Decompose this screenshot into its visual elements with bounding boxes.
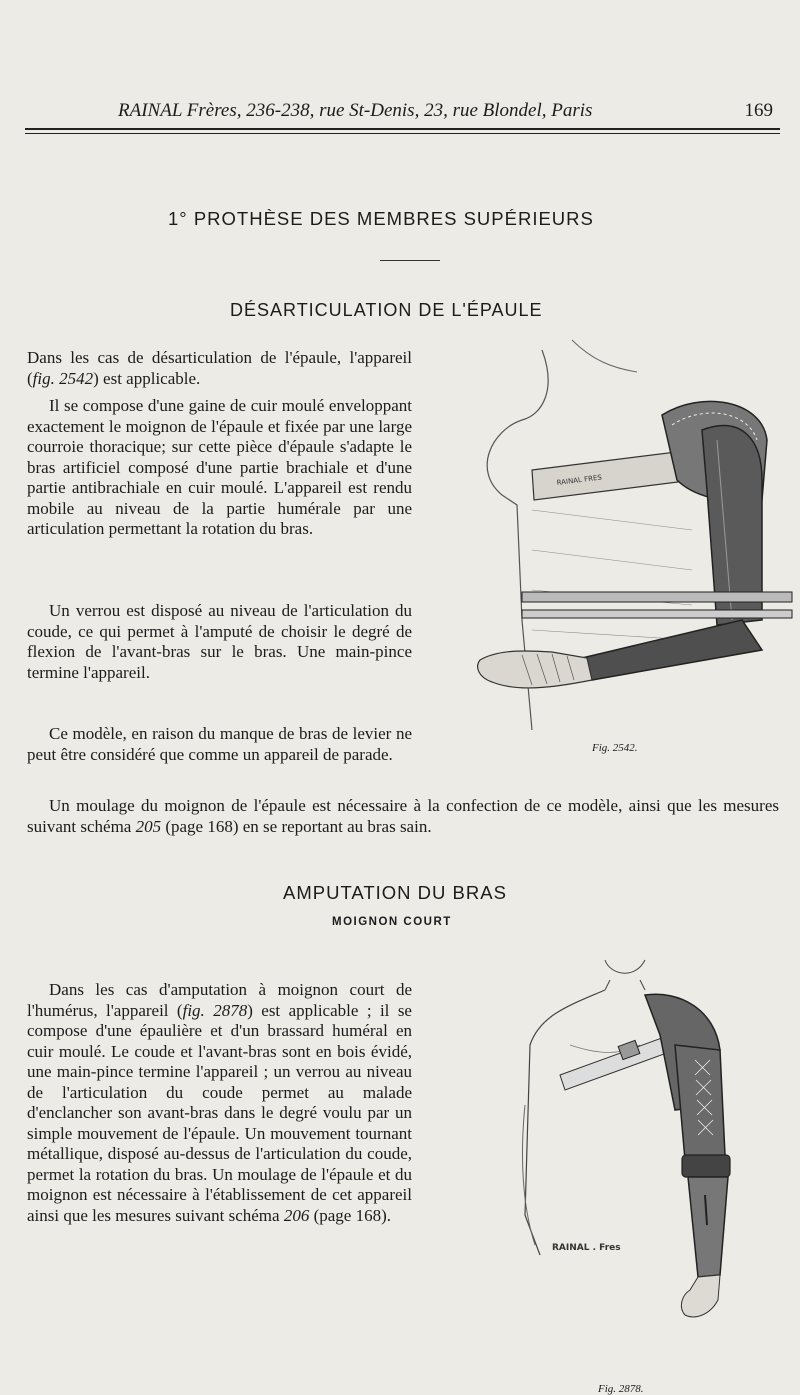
sec1-paragraph-5: [27, 796, 779, 837]
sec1-p1-post: ) est applicable.: [93, 368, 201, 388]
strap-label: RAINAL FRES: [556, 473, 603, 487]
fig-2878-label: RAINAL . Fres: [552, 1243, 621, 1253]
sec1-paragraph-2: [27, 396, 412, 540]
sec2-subtitle: MOIGNON COURT: [332, 916, 452, 928]
sec2-p1-mid: ) est applicable ; il se compose d'une épaulière et d'un brassard huméral en cuir moulé. Le coude et l'avant-bras sont en bois évidé, une main-pince termine l'appareil ; un verrou au niveau de l'articulation du coude permet au malade d'enclancher son avant-bras dans le degré voulu par un simple mouvement de l'épaule. Un mouvement tournant métallique, disposé au-dessus de l'articulation du coude, permet la rotation du bras. Un moulage de l'épaule et du moignon est nécessaire à l'établissement de cet appareil ainsi que les mesures suivant schéma: [27, 1000, 412, 1225]
sec1-paragraph-3: [27, 601, 412, 683]
sec1-p5-pre: Un moulage du moignon de l'épaule est nécessaire à la confection de ce modèle, ainsi que les mesures suivant schéma: [27, 796, 779, 836]
figure-2542-illustration: [462, 320, 797, 750]
header-rule-thin: [25, 133, 780, 134]
sec2-paragraph-1: [27, 980, 412, 1226]
sec2-p1-post: (page 168).: [309, 1205, 391, 1225]
sec1-title: DÉSARTICULATION DE L'ÉPAULE: [230, 300, 543, 320]
sec1-paragraph-4: [27, 724, 412, 765]
sec2-p1-pre: Dans les cas d'amputation à moignon court de l'humérus, l'appareil (: [27, 980, 412, 1020]
sec2-title: AMPUTATION DU BRAS: [283, 882, 507, 903]
sec1-paragraph-1: [27, 348, 412, 389]
page-number: 169: [744, 100, 773, 121]
sec1-p2-text: Il se compose d'une gaine de cuir moulé enveloppant exactement le moignon de l'épaule et fixée par une large courroie thoracique; sur cette pièce d'épaule s'adapte le bras artificiel composé d'une partie brachiale et d'une partie antibrachiale en cuir moulé. L'appareil est rendu mobile au niveau de la partie humérale par une articulation permettant la rotation du bras.: [27, 396, 412, 538]
section-divider: [380, 260, 440, 261]
sec1-p1-fig-ref: fig. 2542: [32, 368, 94, 388]
sec1-p5-post: (page 168) en se reportant au bras sain.: [161, 816, 432, 836]
sec1-p3-text: Un verrou est disposé au niveau de l'articulation du coude, ce qui permet à l'amputé de choisir le degré de flexion de l'avant-bras sur le bras. Une main-pince termine l'appareil.: [27, 601, 412, 682]
running-header: [118, 100, 773, 130]
figure-2878-illustration: [510, 955, 770, 1355]
sec2-p1-fig-ref: fig. 2878: [182, 1000, 248, 1020]
sec2-p1-schema-num: 206: [283, 1205, 310, 1225]
sec1-p5-schema-num: 205: [135, 816, 162, 836]
fig-2542-caption: Fig. 2542.: [592, 742, 638, 754]
sec1-p1-pre: Dans les cas de désarticulation de l'épaule, l'appareil (: [27, 348, 412, 388]
sec1-p4-text: Ce modèle, en raison du manque de bras de levier ne peut être considéré que comme un appareil de parade.: [27, 724, 412, 764]
running-title: RAINAL Frères, 236-238, rue St-Denis, 23, rue Blondel, Paris: [118, 100, 593, 121]
section-title: 1° PROTHÈSE DES MEMBRES SUPÉRIEURS: [168, 208, 594, 229]
header-rule-thick: [25, 128, 780, 130]
fig-2878-caption: Fig. 2878.: [598, 1383, 644, 1395]
